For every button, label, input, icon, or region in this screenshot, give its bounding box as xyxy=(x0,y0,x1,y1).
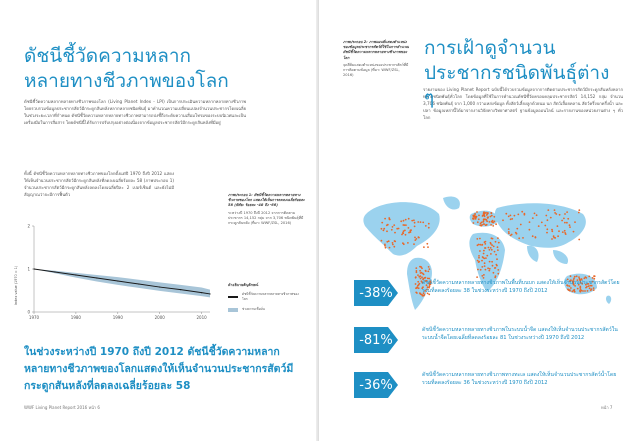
map-population-point xyxy=(414,226,416,228)
map-population-point xyxy=(483,219,485,221)
x-tick-label: 1980 xyxy=(70,315,81,320)
map-population-point xyxy=(551,229,553,231)
map-population-point xyxy=(420,221,422,223)
lpi-series-line xyxy=(34,269,210,294)
map-population-point xyxy=(389,247,391,249)
map-population-point xyxy=(532,235,534,237)
map-population-point xyxy=(478,255,480,257)
map-population-point xyxy=(423,246,425,248)
map-population-point xyxy=(547,219,549,221)
map-population-point xyxy=(551,238,553,240)
map-population-point xyxy=(511,234,513,236)
left-page-subhead: ในช่วงระหว่างปี 1970 ถึงปี 2012 ดัชนีชี้วัดความหลากหลายทางชีวภาพของโลกแสดงให้เห็นจำนวนประชากรสัตว์มีกระดูกสันหลังที่ลดลงเฉลี่ยร้อยละ 58 xyxy=(24,346,294,392)
map-population-point xyxy=(414,237,416,239)
map-population-point xyxy=(514,215,516,217)
map-population-point xyxy=(417,221,419,223)
map-population-point xyxy=(492,238,494,240)
map-population-point xyxy=(414,222,416,224)
x-tick-label: 2010 xyxy=(196,315,207,320)
stat-badge-terrestrial xyxy=(354,280,398,306)
map-population-point xyxy=(479,250,481,252)
map-population-point xyxy=(492,225,494,227)
map-population-point xyxy=(497,273,499,275)
map-population-point xyxy=(483,277,485,279)
map-population-point xyxy=(559,214,561,216)
map-population-point xyxy=(491,249,493,251)
map-population-point xyxy=(487,267,489,269)
map-population-point xyxy=(508,233,510,235)
map-population-point xyxy=(538,225,540,227)
map-population-point xyxy=(546,228,548,230)
map-population-point xyxy=(495,275,497,277)
map-population-point xyxy=(490,243,492,245)
map-population-point xyxy=(392,242,394,244)
map-population-point xyxy=(563,218,565,220)
map-population-point xyxy=(488,247,490,249)
map-population-point xyxy=(483,211,485,213)
map-population-point xyxy=(481,275,483,277)
map-population-point xyxy=(516,228,518,230)
map-population-point xyxy=(478,244,480,246)
map-population-point xyxy=(486,220,488,222)
map-population-point xyxy=(564,213,566,215)
stat-text-marine: ดัชนีชี้วัดความหลากหลายทางชีวภาพทางทะเล แสดงให้เห็นจำนวนประชากรสัตว์น้ำโดยรวมที่ลดลงร้อยละ 36 ในช่วงระหว่างปี 1970 ถึงปี 2012 xyxy=(422,372,617,386)
lpi-data-point xyxy=(117,280,118,281)
map-population-point xyxy=(567,218,569,220)
lpi-data-point xyxy=(180,289,181,290)
y-tick-label: 0 xyxy=(27,309,30,315)
lpi-data-point xyxy=(33,268,34,269)
map-population-point xyxy=(479,224,481,226)
map-population-point xyxy=(566,211,568,213)
map-population-point xyxy=(427,271,429,273)
map-population-point xyxy=(495,254,497,256)
map-population-point xyxy=(497,237,499,239)
map-population-point xyxy=(386,230,388,232)
map-population-point xyxy=(421,276,423,278)
right-page-footer: หน้า 7 xyxy=(601,405,613,410)
lpi-data-point xyxy=(201,292,202,293)
map-population-point xyxy=(545,215,547,217)
map-population-point xyxy=(489,261,491,263)
map-population-point xyxy=(428,223,430,225)
map-population-point xyxy=(428,266,430,268)
map-population-point xyxy=(485,269,487,271)
map-population-point xyxy=(419,275,421,277)
map-population-point xyxy=(405,234,407,236)
map-population-point xyxy=(550,217,552,219)
map-population-point xyxy=(400,220,402,222)
map-population-point xyxy=(428,227,430,229)
map-land-greenland xyxy=(443,196,460,209)
map-population-point xyxy=(541,222,543,224)
map-population-point xyxy=(388,217,390,219)
map-population-point xyxy=(476,211,478,213)
map-population-point xyxy=(573,231,575,233)
lpi-data-point xyxy=(75,274,76,275)
map-population-point xyxy=(498,242,500,244)
left-page-footer: WWF Living Planet Report 2016 หน้า 6 xyxy=(24,405,100,410)
map-population-point xyxy=(484,241,486,243)
map-population-point xyxy=(490,247,492,249)
map-population-point xyxy=(413,243,415,245)
map-population-point xyxy=(490,253,492,255)
map-population-point xyxy=(494,251,496,253)
stat-marine xyxy=(330,372,630,402)
figure-caption xyxy=(228,193,306,226)
map-population-point xyxy=(427,246,429,248)
stat-text-freshwater: ดัชนีชี้วัดความหลากหลายทางชีวภาพในระบบน้ำจืด แสดงให้เห็นจำนวนประชากรสัตว์ในระบบน้ำจืดโดยเฉลี่ยที่ลดลงร้อยละ 81 ในช่วงระหว่างปี 1970 ถึงปี 2012 xyxy=(422,327,618,341)
map-population-point xyxy=(484,262,486,264)
map-population-point xyxy=(553,235,555,237)
map-population-point xyxy=(561,220,563,222)
map-population-point xyxy=(546,232,548,234)
map-population-point xyxy=(574,221,576,223)
map-population-point xyxy=(564,230,566,232)
map-population-point xyxy=(481,266,483,268)
map-population-point xyxy=(494,221,496,223)
map-population-point xyxy=(557,235,559,237)
map-population-point xyxy=(554,237,556,239)
x-tick-label: 1990 xyxy=(112,315,123,320)
map-population-point xyxy=(479,238,481,240)
map-caption xyxy=(343,40,409,78)
map-population-point xyxy=(407,242,409,244)
map-population-point xyxy=(484,243,486,245)
map-population-point xyxy=(422,222,424,224)
legend-label-confidence: ช่วงความเชื่อมั่น xyxy=(242,307,265,311)
map-population-point xyxy=(515,232,517,234)
map-population-point xyxy=(486,213,488,215)
map-population-point xyxy=(417,274,419,276)
map-population-point xyxy=(588,276,590,278)
map-population-point xyxy=(413,219,415,221)
map-population-point xyxy=(383,228,385,230)
map-population-point xyxy=(578,239,580,241)
map-population-point xyxy=(405,219,407,221)
map-population-point xyxy=(485,257,487,259)
map-population-point xyxy=(483,250,485,252)
map-population-point xyxy=(578,276,580,278)
map-population-point xyxy=(483,258,485,260)
map-population-point xyxy=(420,272,422,274)
map-population-point xyxy=(489,268,491,270)
right-body-text: รายงานของ Living Planet Report ฉบับนี้ได้รวบรวมข้อมูลจากการติดตามประชากรสัตว์มีกระดูกสันหลังหลากหลายชนิดพันธุ์ทั่วโลก โดยข้อมูลที่ใช้ในการคำนวณดัชนีชี้วัดครอบคลุมประชากรสัตว์ 14,152 กลุ่ม จำนวน 3,706 ชนิดพันธุ์ จาก 1,000 กว่าแหล่งข้อมูล ทั้งสัตว์เลี้ยงลูกด้วยนม นก สัตว์เลื้อยคลาน สัตว์ครึ่งบกครึ่งน้ำ และปลา ข้อมูลเหล่านี้ได้มาจากงานวิจัยทางวิทยาศาสตร์ ฐานข้อมูลออนไลน์ และรายงานของหน่วยงานต่าง ๆ ทั่วโลก xyxy=(423,87,623,120)
chart-y-axis-label: Index value (1970 = 1) xyxy=(14,265,18,305)
map-population-point xyxy=(490,224,492,226)
map-population-point xyxy=(381,222,383,224)
map-population-point xyxy=(403,220,405,222)
map-population-point xyxy=(401,234,403,236)
map-population-point xyxy=(385,247,387,249)
map-population-point xyxy=(551,230,553,232)
stat-terrestrial xyxy=(330,280,630,310)
map-population-point xyxy=(404,230,406,232)
map-population-point xyxy=(483,274,485,276)
y-tick-label: 2 xyxy=(27,223,30,229)
legend-swatch-index xyxy=(228,296,238,298)
map-population-point xyxy=(482,221,484,223)
map-population-point xyxy=(558,230,560,232)
legend-label-index: ดัชนีชี้วัดความหลากหลายทางชีวภาพของโลก xyxy=(242,292,299,301)
map-population-point xyxy=(522,237,524,239)
map-population-point xyxy=(486,255,488,257)
map-population-point xyxy=(547,209,549,211)
map-population-point xyxy=(484,247,486,249)
map-population-point xyxy=(394,232,396,234)
map-population-point xyxy=(423,274,425,276)
map-population-point xyxy=(555,213,557,215)
map-population-point xyxy=(394,240,396,242)
map-population-point xyxy=(479,244,481,246)
map-population-point xyxy=(524,214,526,216)
map-population-point xyxy=(425,270,427,272)
map-population-point xyxy=(574,276,576,278)
map-population-point xyxy=(566,222,568,224)
map-population-point xyxy=(544,225,546,227)
map-population-point xyxy=(478,257,480,259)
map-population-point xyxy=(408,218,410,220)
intro-text: ดัชนีชี้วัดความหลากหลายทางชีวภาพของโลก (Living Planet Index - LPI) เป็นการประเมินความหลากหลายทางชีวภาพโดยรวบรวมข้อมูลประชากรสัตว์มีกระดูกสันหลังหลากหลายชนิดพันธุ์ มาคำนวณความเปลี่ยนแปลงจำนวนประชากรโดยเฉลี่ยในช่วงระยะเวลาที่กำหนด ดัชนีชี้วัดความหลากหลายทางชีวภาพสามารถบ่งชี้ถึงระดับความเสื่อมโทรมของระบบนิเวศและเป็นเครื่องมือในการสื่อสาร โดยดัชนีนี้ได้รับการปรับปรุงอย่างต่อเนื่องจากข้อมูลประชากรสัตว์มีกระดูกสันหลังที่มีอยู่ xyxy=(24,99,246,125)
map-population-point xyxy=(518,237,520,239)
map-population-point xyxy=(478,261,480,263)
figure-caption-body: ระหว่างปี 1970 ถึงปี 2012 จากการติดตามประชากร 14,152 กลุ่ม จาก 3,706 ชนิดพันธุ์ที่มีกระดูกสันหลัง (ที่มา: WWF/ZSL, 2016) xyxy=(228,210,304,226)
map-population-point xyxy=(418,236,420,238)
map-population-point xyxy=(493,216,495,218)
map-population-point xyxy=(562,231,564,233)
map-population-point xyxy=(393,246,395,248)
map-population-point xyxy=(570,275,572,277)
stat-badge-freshwater xyxy=(354,327,398,353)
map-population-point xyxy=(483,223,485,225)
map-population-point xyxy=(508,216,510,218)
map-population-point xyxy=(416,238,418,240)
map-population-point xyxy=(485,224,487,226)
map-population-point xyxy=(425,225,427,227)
map-population-point xyxy=(578,212,580,214)
map-population-point xyxy=(529,229,531,231)
map-population-point xyxy=(497,269,499,271)
second-text: ทั้งนี้ ดัชนีชี้วัดความหลากหลายทางชีวภาพของโลกตั้งแต่ปี 1970 ถึงปี 2012 แสดงให้เห็นจำนวนประชากรสัตว์มีกระดูกสันหลังที่ลดลงเฉลี่ยร้อยละ 58 (ภาพประกอบ 1) จำนวนประชากรสัตว์มีกระดูกสันหลังลดลงโดยเฉลี่ยปีละ 2 เปอร์เซ็นต์ และยังไม่มีสัญญาณว่าจะมีการฟื้นตัว xyxy=(24,171,174,197)
stat-value-freshwater: -81% xyxy=(359,333,393,348)
map-population-point xyxy=(508,228,510,230)
map-population-point xyxy=(408,227,410,229)
stat-freshwater xyxy=(330,327,630,357)
map-population-point xyxy=(482,215,484,217)
x-tick-label: 2000 xyxy=(154,315,165,320)
map-land-asia xyxy=(495,203,586,248)
map-population-point xyxy=(477,269,479,271)
y-tick-label: 1 xyxy=(27,266,30,272)
map-population-point xyxy=(493,246,495,248)
map-population-point xyxy=(511,218,513,220)
map-land-southeast-asia xyxy=(553,250,568,264)
map-population-point xyxy=(517,214,519,216)
map-population-point xyxy=(491,261,493,263)
lpi-data-point xyxy=(209,293,210,294)
map-population-point xyxy=(569,224,571,226)
map-population-point xyxy=(404,224,406,226)
legend-swatch-confidence xyxy=(228,308,238,312)
map-population-point xyxy=(415,277,417,279)
map-population-point xyxy=(536,214,538,216)
map-caption-title: ภาพประกอบ 2: ภาพแผนที่แสดงตำแหน่งของข้อมูลประชากรสัตว์ที่ใช้ในการคำนวณดัชนีชี้วัดความหลากหลายทางชีวภาพของโลก xyxy=(343,40,409,60)
map-population-point xyxy=(535,237,537,239)
map-population-point xyxy=(492,265,494,267)
map-population-point xyxy=(497,249,499,251)
legend-item-index xyxy=(228,292,302,302)
map-population-point xyxy=(426,243,428,245)
map-population-point xyxy=(410,231,412,233)
map-population-point xyxy=(564,222,566,224)
map-population-point xyxy=(481,260,483,262)
map-land-south-asia xyxy=(527,246,539,262)
map-population-point xyxy=(529,221,531,223)
map-population-point xyxy=(403,243,405,245)
lpi-data-point xyxy=(96,277,97,278)
map-population-point xyxy=(476,276,478,278)
map-population-point xyxy=(483,253,485,255)
map-population-point xyxy=(477,260,479,262)
map-population-point xyxy=(415,267,417,269)
map-population-point xyxy=(495,267,497,269)
map-population-point xyxy=(493,272,495,274)
map-population-point xyxy=(481,222,483,224)
map-population-point xyxy=(396,228,398,230)
lpi-data-point xyxy=(159,286,160,287)
map-population-point xyxy=(384,245,386,247)
map-population-point xyxy=(578,209,580,211)
stat-value-marine: -36% xyxy=(359,378,393,393)
lpi-line-chart xyxy=(24,222,214,322)
map-population-point xyxy=(491,221,493,223)
map-population-point xyxy=(381,228,383,230)
map-population-point xyxy=(502,219,504,221)
map-population-point xyxy=(491,212,493,214)
map-population-point xyxy=(474,213,476,215)
map-population-point xyxy=(419,270,421,272)
map-population-point xyxy=(392,226,394,228)
map-caption-body: จุดสีส้มแสดงตำแหน่งของประชากรสัตว์ที่มีการติดตามข้อมูล (ที่มา: WWF/ZSL, 2016) xyxy=(343,62,409,78)
map-population-point xyxy=(402,232,404,234)
legend-item-confidence xyxy=(228,307,302,312)
map-population-point xyxy=(429,268,431,270)
map-population-point xyxy=(475,217,477,219)
left-page-title: ดัชนีชี้วัดความหลากหลายทางชีวภาพของโลก xyxy=(24,45,229,92)
map-population-point xyxy=(488,270,490,272)
lpi-data-point xyxy=(54,271,55,272)
map-population-point xyxy=(569,226,571,228)
map-population-point xyxy=(497,246,499,248)
map-population-point xyxy=(496,258,498,260)
map-population-point xyxy=(392,244,394,246)
map-population-point xyxy=(594,275,596,277)
map-population-point xyxy=(489,221,491,223)
map-population-point xyxy=(476,238,478,240)
map-population-point xyxy=(424,277,426,279)
map-population-point xyxy=(481,244,483,246)
map-population-point xyxy=(477,221,479,223)
map-population-point xyxy=(411,220,413,222)
map-population-point xyxy=(534,213,536,215)
map-population-point xyxy=(386,241,388,243)
chart-legend xyxy=(228,282,302,317)
map-population-point xyxy=(480,269,482,271)
right-page-title: การเฝ้าดูจำนวนประชากรชนิดพันธุ์ต่าง ๆ xyxy=(424,37,610,109)
map-population-point xyxy=(383,230,385,232)
stat-value-terrestrial: -38% xyxy=(359,286,393,301)
stat-text-terrestrial: ดัชนีชี้วัดความหลากหลายทางชีวภาพในพื้นที่บนบก แสดงให้เห็นจำนวนประชากรสัตว์โดยรวมที่ลดลงร้อยละ 38 ในช่วงระหว่างปี 1970 ถึงปี 2012 xyxy=(422,280,620,294)
map-population-point xyxy=(495,223,497,225)
stat-badge-marine xyxy=(354,372,398,398)
map-population-point xyxy=(478,218,480,220)
map-population-point xyxy=(416,271,418,273)
map-population-point xyxy=(484,265,486,267)
map-population-point xyxy=(520,224,522,226)
map-population-point xyxy=(495,241,497,243)
x-tick-label: 1970 xyxy=(28,315,40,320)
map-population-point xyxy=(391,229,393,231)
map-population-point xyxy=(489,249,491,251)
map-population-point xyxy=(592,277,594,279)
map-population-point xyxy=(576,275,578,277)
map-population-point xyxy=(473,218,475,220)
figure-caption-title: ภาพประกอบ 1: ดัชนีชี้วัดความหลากหลายทางชีวภาพของโลก แสดงให้เห็นการลดลงเฉลี่ยร้อยละ 58 (พิสัย: ร้อยละ -48 ถึง -66) xyxy=(228,193,305,208)
map-population-point xyxy=(478,215,480,217)
map-population-point xyxy=(532,217,534,219)
map-population-point xyxy=(487,217,489,219)
map-population-point xyxy=(387,224,389,226)
lpi-data-point xyxy=(138,283,139,284)
map-population-point xyxy=(557,225,559,227)
map-population-point xyxy=(510,215,512,217)
map-population-point xyxy=(473,222,475,224)
map-population-point xyxy=(510,218,512,220)
map-population-point xyxy=(496,264,498,266)
map-population-point xyxy=(564,232,566,234)
map-population-point xyxy=(420,266,422,268)
map-population-point xyxy=(554,209,556,211)
map-population-point xyxy=(381,240,383,242)
map-population-point xyxy=(521,211,523,213)
map-population-point xyxy=(393,224,395,226)
map-population-point xyxy=(384,218,386,220)
map-population-point xyxy=(505,213,507,215)
map-population-point xyxy=(585,276,587,278)
legend-title: คำอธิบายสัญลักษณ์ xyxy=(228,283,259,287)
map-population-point xyxy=(490,216,492,218)
